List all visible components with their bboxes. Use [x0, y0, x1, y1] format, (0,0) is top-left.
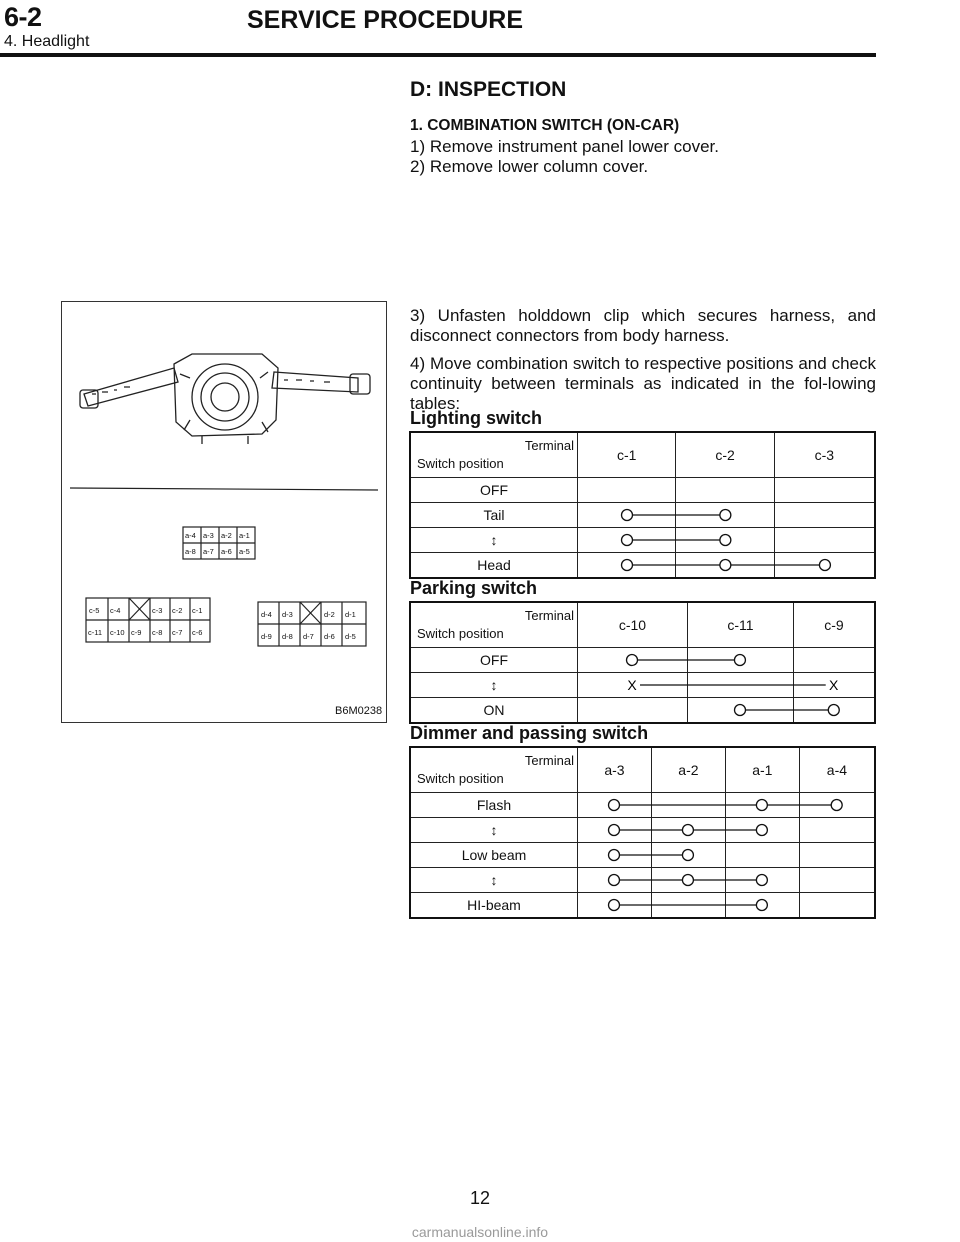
- svg-text:a-5: a-5: [239, 547, 250, 556]
- table-row: [410, 843, 875, 868]
- svg-text:a-2: a-2: [221, 531, 232, 540]
- switch-position: ↕: [410, 673, 578, 698]
- section-number: 6-2: [4, 2, 42, 32]
- step-3: 3) Unfasten holddown clip which secures harness, and disconnect connectors from body harness.: [410, 306, 876, 345]
- lighting-switch-table: [409, 431, 876, 579]
- switch-position: Tail: [410, 503, 578, 528]
- header-position-label: Switch position: [417, 771, 504, 786]
- header-rule: [0, 53, 876, 57]
- svg-text:a-3: a-3: [203, 531, 214, 540]
- switch-position: OFF: [410, 478, 578, 503]
- x-marker: X: [829, 677, 839, 693]
- svg-text:d-5: d-5: [345, 632, 356, 641]
- svg-text:c-1: c-1: [192, 606, 203, 615]
- table-row: [410, 478, 875, 503]
- svg-text:d-7: d-7: [303, 632, 314, 641]
- header-cell: [410, 602, 578, 648]
- svg-text:c-10: c-10: [110, 628, 125, 637]
- table-row: [410, 503, 875, 528]
- table-row: [410, 553, 875, 579]
- terminal-header: c-3: [774, 432, 875, 478]
- svg-text:c-2: c-2: [172, 606, 183, 615]
- step-4: 4) Move combination switch to respective positions and check continuity between terminals as indicated in the fol-lowing tables:: [410, 354, 876, 413]
- svg-text:a-6: a-6: [221, 547, 232, 556]
- table-header-row: [410, 432, 875, 478]
- switch-position: Flash: [410, 793, 578, 818]
- combination-switch-illustration: [62, 302, 386, 722]
- table-row: [410, 698, 875, 724]
- header-terminal-label: Terminal: [524, 438, 574, 453]
- terminal-header: c-2: [676, 432, 774, 478]
- lighting-switch-title: Lighting switch: [410, 408, 542, 428]
- svg-text:c-7: c-7: [172, 628, 183, 637]
- terminal-header: a-1: [725, 747, 799, 793]
- terminal-header: a-3: [578, 747, 652, 793]
- switch-position: HI-beam: [410, 893, 578, 919]
- svg-text:d-9: d-9: [261, 632, 272, 641]
- dimmer-switch-table: [409, 746, 876, 919]
- header-position-label: Switch position: [417, 626, 504, 641]
- svg-text:c-8: c-8: [152, 628, 163, 637]
- combination-switch-figure: [61, 301, 387, 723]
- svg-text:c-3: c-3: [152, 606, 163, 615]
- switch-position: OFF: [410, 648, 578, 673]
- combination-switch-heading: 1. COMBINATION SWITCH (ON-CAR): [410, 117, 680, 134]
- figure-label: B6M0238: [335, 705, 383, 717]
- svg-text:a-4: a-4: [185, 531, 196, 540]
- table-row: [410, 793, 875, 818]
- switch-position: Low beam: [410, 843, 578, 868]
- terminal-header: a-4: [799, 747, 875, 793]
- svg-text:a-1: a-1: [239, 531, 250, 540]
- table-row: [410, 818, 875, 843]
- header-position-label: Switch position: [417, 456, 504, 471]
- table-header-row: [410, 747, 875, 793]
- svg-text:c-11: c-11: [88, 628, 103, 637]
- svg-text:c-4: c-4: [110, 606, 121, 615]
- table-row: [410, 893, 875, 919]
- svg-text:d-4: d-4: [261, 610, 272, 619]
- switch-position: ↕: [410, 868, 578, 893]
- header-cell: [410, 432, 578, 478]
- header-cell: [410, 747, 578, 793]
- terminal-header: a-2: [651, 747, 725, 793]
- subsection-title: 4. Headlight: [4, 33, 90, 50]
- switch-position: ON: [410, 698, 578, 724]
- terminal-header: c-9: [793, 602, 875, 648]
- terminal-header: c-1: [578, 432, 676, 478]
- svg-text:a-7: a-7: [203, 547, 214, 556]
- table-header-row: [410, 602, 875, 648]
- terminal-header: c-10: [578, 602, 688, 648]
- dimmer-switch-title: Dimmer and passing switch: [410, 723, 649, 743]
- svg-text:d-3: d-3: [282, 610, 293, 619]
- table-row: [410, 528, 875, 553]
- section-title: SERVICE PROCEDURE: [247, 6, 523, 34]
- svg-text:a-8: a-8: [185, 547, 196, 556]
- switch-position: Head: [410, 553, 578, 579]
- switch-position: ↕: [410, 528, 578, 553]
- step-2: 2) Remove lower column cover.: [410, 157, 649, 176]
- parking-switch-title: Parking switch: [410, 578, 538, 598]
- header-terminal-label: Terminal: [524, 608, 574, 623]
- svg-text:d-2: d-2: [324, 610, 335, 619]
- svg-text:d-1: d-1: [345, 610, 356, 619]
- switch-position: ↕: [410, 818, 578, 843]
- parking-switch-table: [409, 601, 876, 724]
- inspection-heading: D: INSPECTION: [410, 78, 567, 101]
- svg-text:c-5: c-5: [89, 606, 100, 615]
- x-marker: X: [627, 677, 638, 693]
- svg-text:c-6: c-6: [192, 628, 203, 637]
- table-row: [410, 648, 875, 673]
- header-terminal-label: Terminal: [524, 753, 574, 768]
- svg-text:c-9: c-9: [131, 628, 142, 637]
- page-number: 12: [469, 1188, 491, 1208]
- terminal-header: c-11: [687, 602, 793, 648]
- svg-text:d-8: d-8: [282, 632, 293, 641]
- table-row: [410, 673, 875, 698]
- step-1: 1) Remove instrument panel lower cover.: [410, 137, 719, 156]
- table-row: [410, 868, 875, 893]
- watermark: carmanualsonline.info: [411, 1224, 549, 1240]
- svg-text:d-6: d-6: [324, 632, 335, 641]
